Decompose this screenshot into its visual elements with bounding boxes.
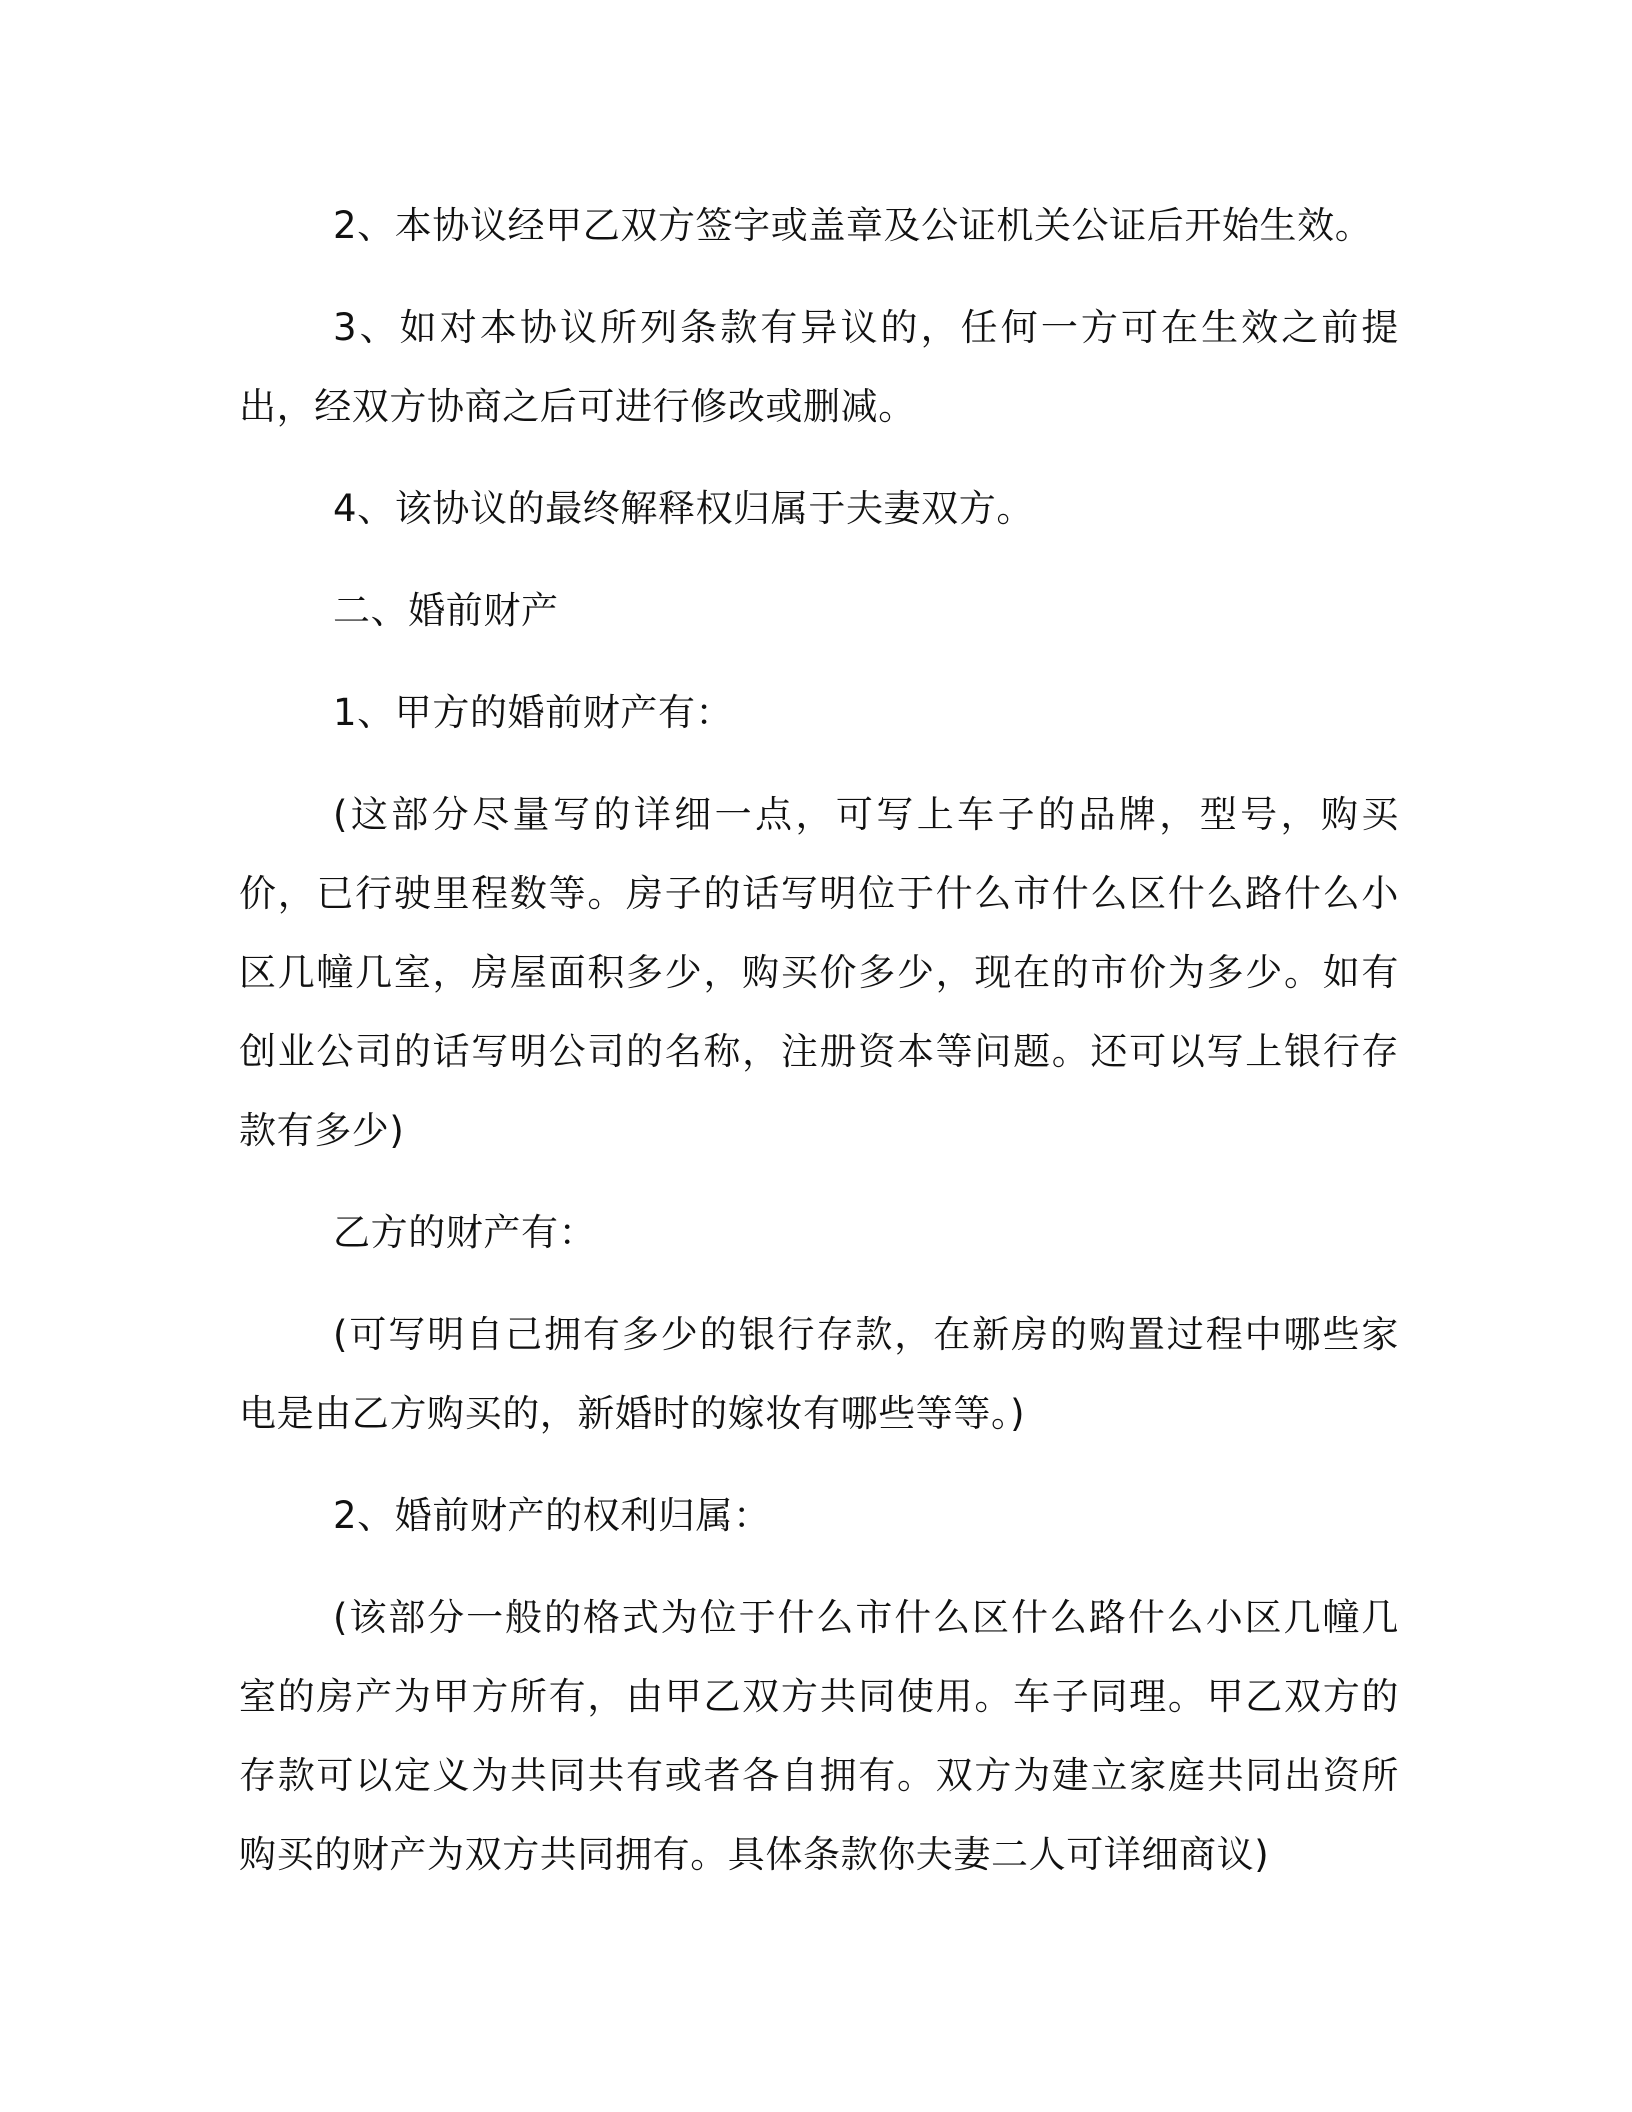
clause-3-objection: 3、如对本协议所列条款有异议的，任何一方可在生效之前提出，经双方协商之后可进行修改或删减。 (239, 306, 1399, 428)
party-b-property-note: (可写明自己拥有多少的银行存款，在新房的购置过程中哪些家电是由乙方购买的，新婚时的嫁妆有哪些等等。) (239, 1313, 1399, 1435)
document-body (239, 186, 1399, 1917)
item-2-ownership: 2、婚前财产的权利归属： (333, 1494, 771, 1537)
clause-2-effective: 2、本协议经甲乙双方签字或盖章及公证机关公证后开始生效。 (333, 204, 1373, 247)
ownership-note: (该部分一般的格式为位于什么市什么区什么路什么小区几幢几室的房产为甲方所有，由甲乙双方共同使用。车子同理。甲乙双方的存款可以定义为共同共有或者各自拥有。双方为建立家庭共同出资所购买的财产为双方共同拥有。具体条款你夫妻二人可详细商议) (239, 1596, 1399, 1876)
item-1-party-a-property: 1、甲方的婚前财产有： (333, 691, 734, 734)
party-b-property-label: 乙方的财产有： (333, 1211, 597, 1254)
section-heading-premarital-property: 二、婚前财产 (333, 589, 559, 632)
party-a-property-note: (这部分尽量写的详细一点，可写上车子的品牌，型号，购买价，已行驶里程数等。房子的话写明位于什么市什么区什么路什么小区几幢几室，房屋面积多少，购买价多少，现在的市价为多少。如有创业公司的话写明公司的名称，注册资本等问题。还可以写上银行存款有多少) (239, 793, 1399, 1152)
clause-4-interpretation: 4、该协议的最终解释权归属于夫妻双方。 (333, 487, 1034, 530)
